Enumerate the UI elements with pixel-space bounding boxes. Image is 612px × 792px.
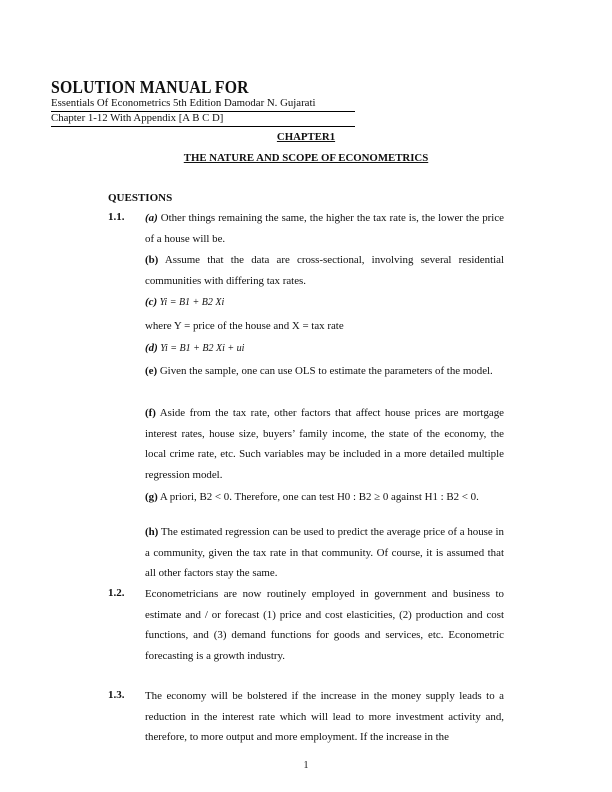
answer-1-1-b [145,250,504,291]
part-text-b: Assume that the data are cross-sectional, involving several residential communities with differing tax rates. [145,254,504,287]
chapter-title: THE NATURE AND SCOPE OF ECONOMETRICS [183,152,429,164]
answer-1-1-h [145,522,504,584]
answer-1-1-f [145,403,504,486]
document-header [51,77,371,127]
part-text-e: Given the sample, one can use OLS to estimate the parameters of the model. [157,365,493,377]
answer-1-1-g [145,487,504,508]
answer-1-2: Econometricians are now routinely employed in government and business to estimate and / or forecast (1) price and cost elasticities, (2) production and cost functions, and (3) demand functions for goods and services, etc. Econometric forecasting is a growth industry. [145,588,504,663]
main-title: SOLUTION MANUAL FOR [51,77,249,97]
part-text-a: Other things remaining the same, the higher the tax rate is, the lower the price of a house will be. [145,212,504,245]
part-label-e: (e) [145,365,158,377]
part-text-h: The estimated regression can be used to predict the average price of a house in a community, given the tax rate in that community. Of course, it is assumed that all other factors stay the same. [145,526,504,580]
part-label-h: (h) [145,526,159,538]
equation-d: Yi = B1 + B2 Xi + ui [157,343,245,354]
book-subtitle: Essentials Of Econometrics 5th Edition Damodar N. Gujarati [51,97,316,109]
question-number-1-2: 1.2. [108,587,125,599]
chapter-range: Chapter 1-12 With Appendix [A B C D] [51,112,224,124]
part-label-d: (d) [145,342,158,354]
part-text-f: Aside from the tax rate, other factors that affect house prices are mortgage interest rates, house size, buyers’ family income, the state of the economy, the local crime rate, etc. Such variables may be included in a more detailed multiple regression model. [145,407,504,482]
answer-1-1-e [145,361,504,382]
chapter-label: CHAPTER1 [276,131,336,143]
answer-1-1-d [145,338,504,360]
question-number-1-1: 1.1. [108,211,125,223]
part-label-c: (c) [145,296,158,308]
questions-heading: QUESTIONS [108,192,173,204]
variable-definition: where Y = price of the house and X = tax rate [145,320,344,332]
part-text-g: A priori, B2 < 0. Therefore, one can test H0 : B2 ≥ 0 against H1 : B2 < 0. [157,491,479,503]
part-label-b: (b) [145,254,159,266]
question-number-1-3: 1.3. [108,689,125,701]
page-number: 1 [303,760,309,771]
part-label-f: (f) [145,407,156,419]
answer-1-1-c [145,292,504,314]
part-label-g: (g) [145,491,158,503]
answer-1-1-a [145,208,504,249]
equation-c: Yi = B1 + B2 Xi [157,297,225,308]
part-label-a: (a) [145,212,158,224]
answer-1-3: The economy will be bolstered if the increase in the money supply leads to a reduction in the interest rate which will lead to more investment activity and, therefore, to more output and more employment. If the increase in the [145,690,504,744]
chapter-range-rule [51,126,355,127]
